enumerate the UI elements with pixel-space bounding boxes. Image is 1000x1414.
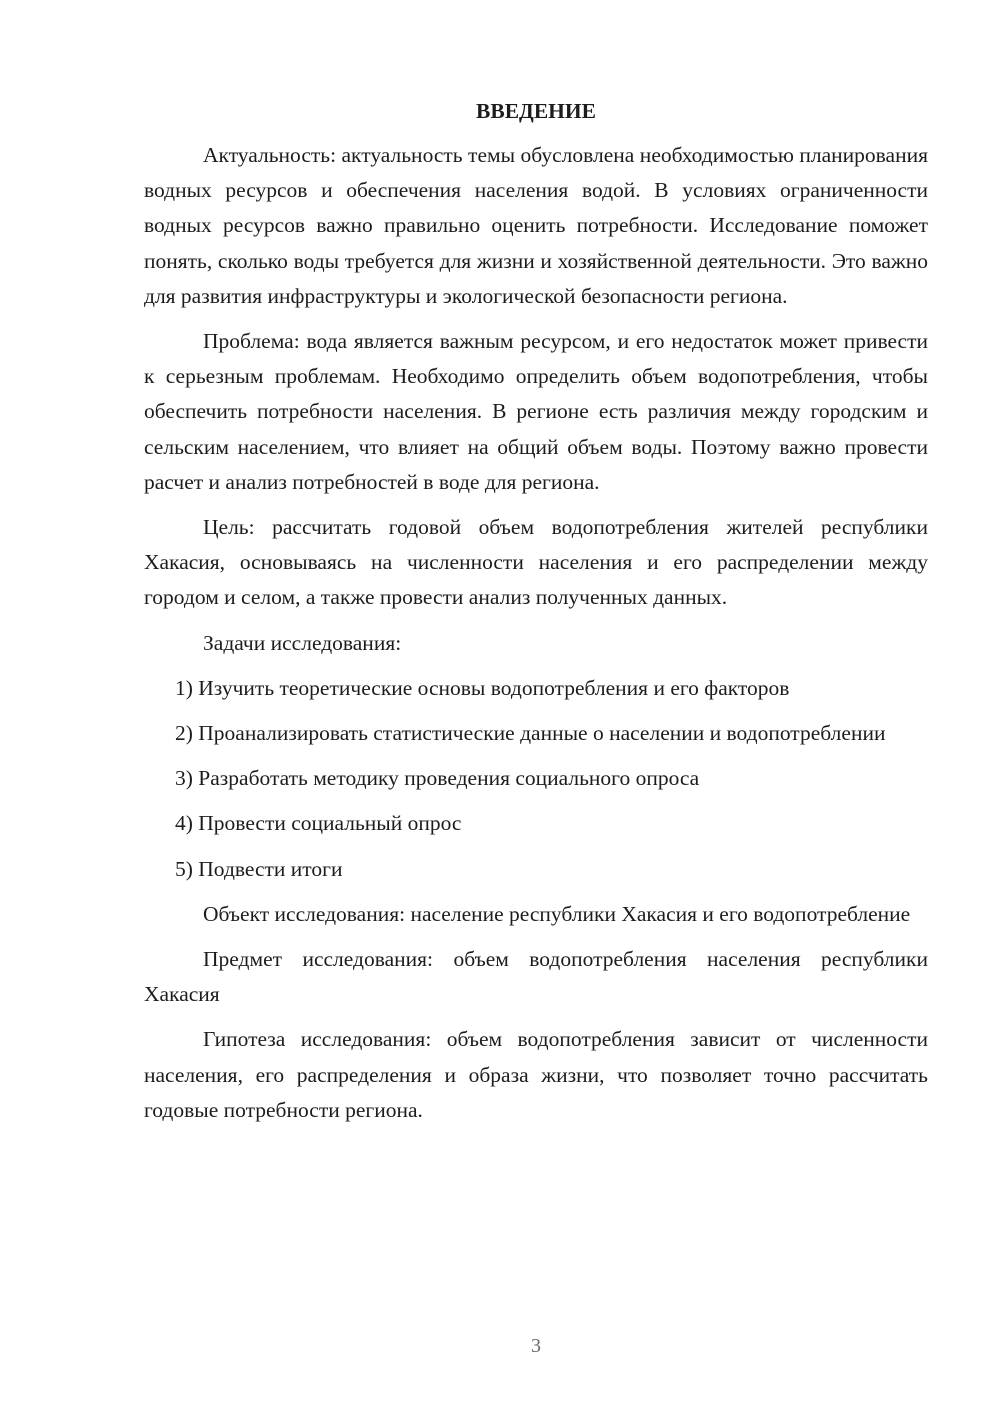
relevance-paragraph: Актуальность: актуальность темы обусловлена необходимостью планирования водных ресурсов и обеспечения населения водой. В условиях ограниченности водных ресурсов важно правильно оценить потребности. Исследование поможет понять, сколько воды требуется для жизни и хозяйственной деятельности. Это важно для развития инфраструктуры и экологической безопасности региона. xyxy=(144,143,928,308)
task-item-3: 3) Разработать методику проведения социального опроса xyxy=(175,766,700,791)
page-title: ВВЕДЕНИЕ xyxy=(476,99,596,123)
task-item-1: 1) Изучить теоретические основы водопотребления и его факторов xyxy=(175,675,790,700)
tasks-heading: Задачи исследования: xyxy=(203,630,402,655)
hypothesis-paragraph: Гипотеза исследования: объем водопотребления зависит от численности населения, его распределения и образа жизни, что позволяет точно рассчитать годовые потребности региона. xyxy=(144,1027,928,1122)
page-number: 3 xyxy=(531,1335,541,1357)
problem-paragraph: Проблема: вода является важным ресурсом, и его недостаток может привести к серьезным проблемам. Необходимо определить объем водопотребления, чтобы обеспечить потребности населения. В регионе есть различия между городским и сельским населением, что влияет на общий объем воды. Поэтому важно провести расчет и анализ потребностей в воде для региона. xyxy=(144,329,928,494)
task-item-5: 5) Подвести итоги xyxy=(175,856,343,881)
task-item-2: 2) Проанализировать статистические данные о населении и водопотреблении xyxy=(175,721,886,746)
goal-paragraph: Цель: рассчитать годовой объем водопотребления жителей республики Хакасия, основываясь на численности населения и его распределении между городом и селом, а также провести анализ полученных данных. xyxy=(144,515,928,610)
object-paragraph: Объект исследования: население республики Хакасия и его водопотребление xyxy=(203,901,911,926)
page-content xyxy=(144,94,928,1138)
subject-paragraph: Предмет исследования: объем водопотребления населения республики Хакасия xyxy=(144,947,928,1007)
task-item-4: 4) Провести социальный опрос xyxy=(175,811,462,836)
